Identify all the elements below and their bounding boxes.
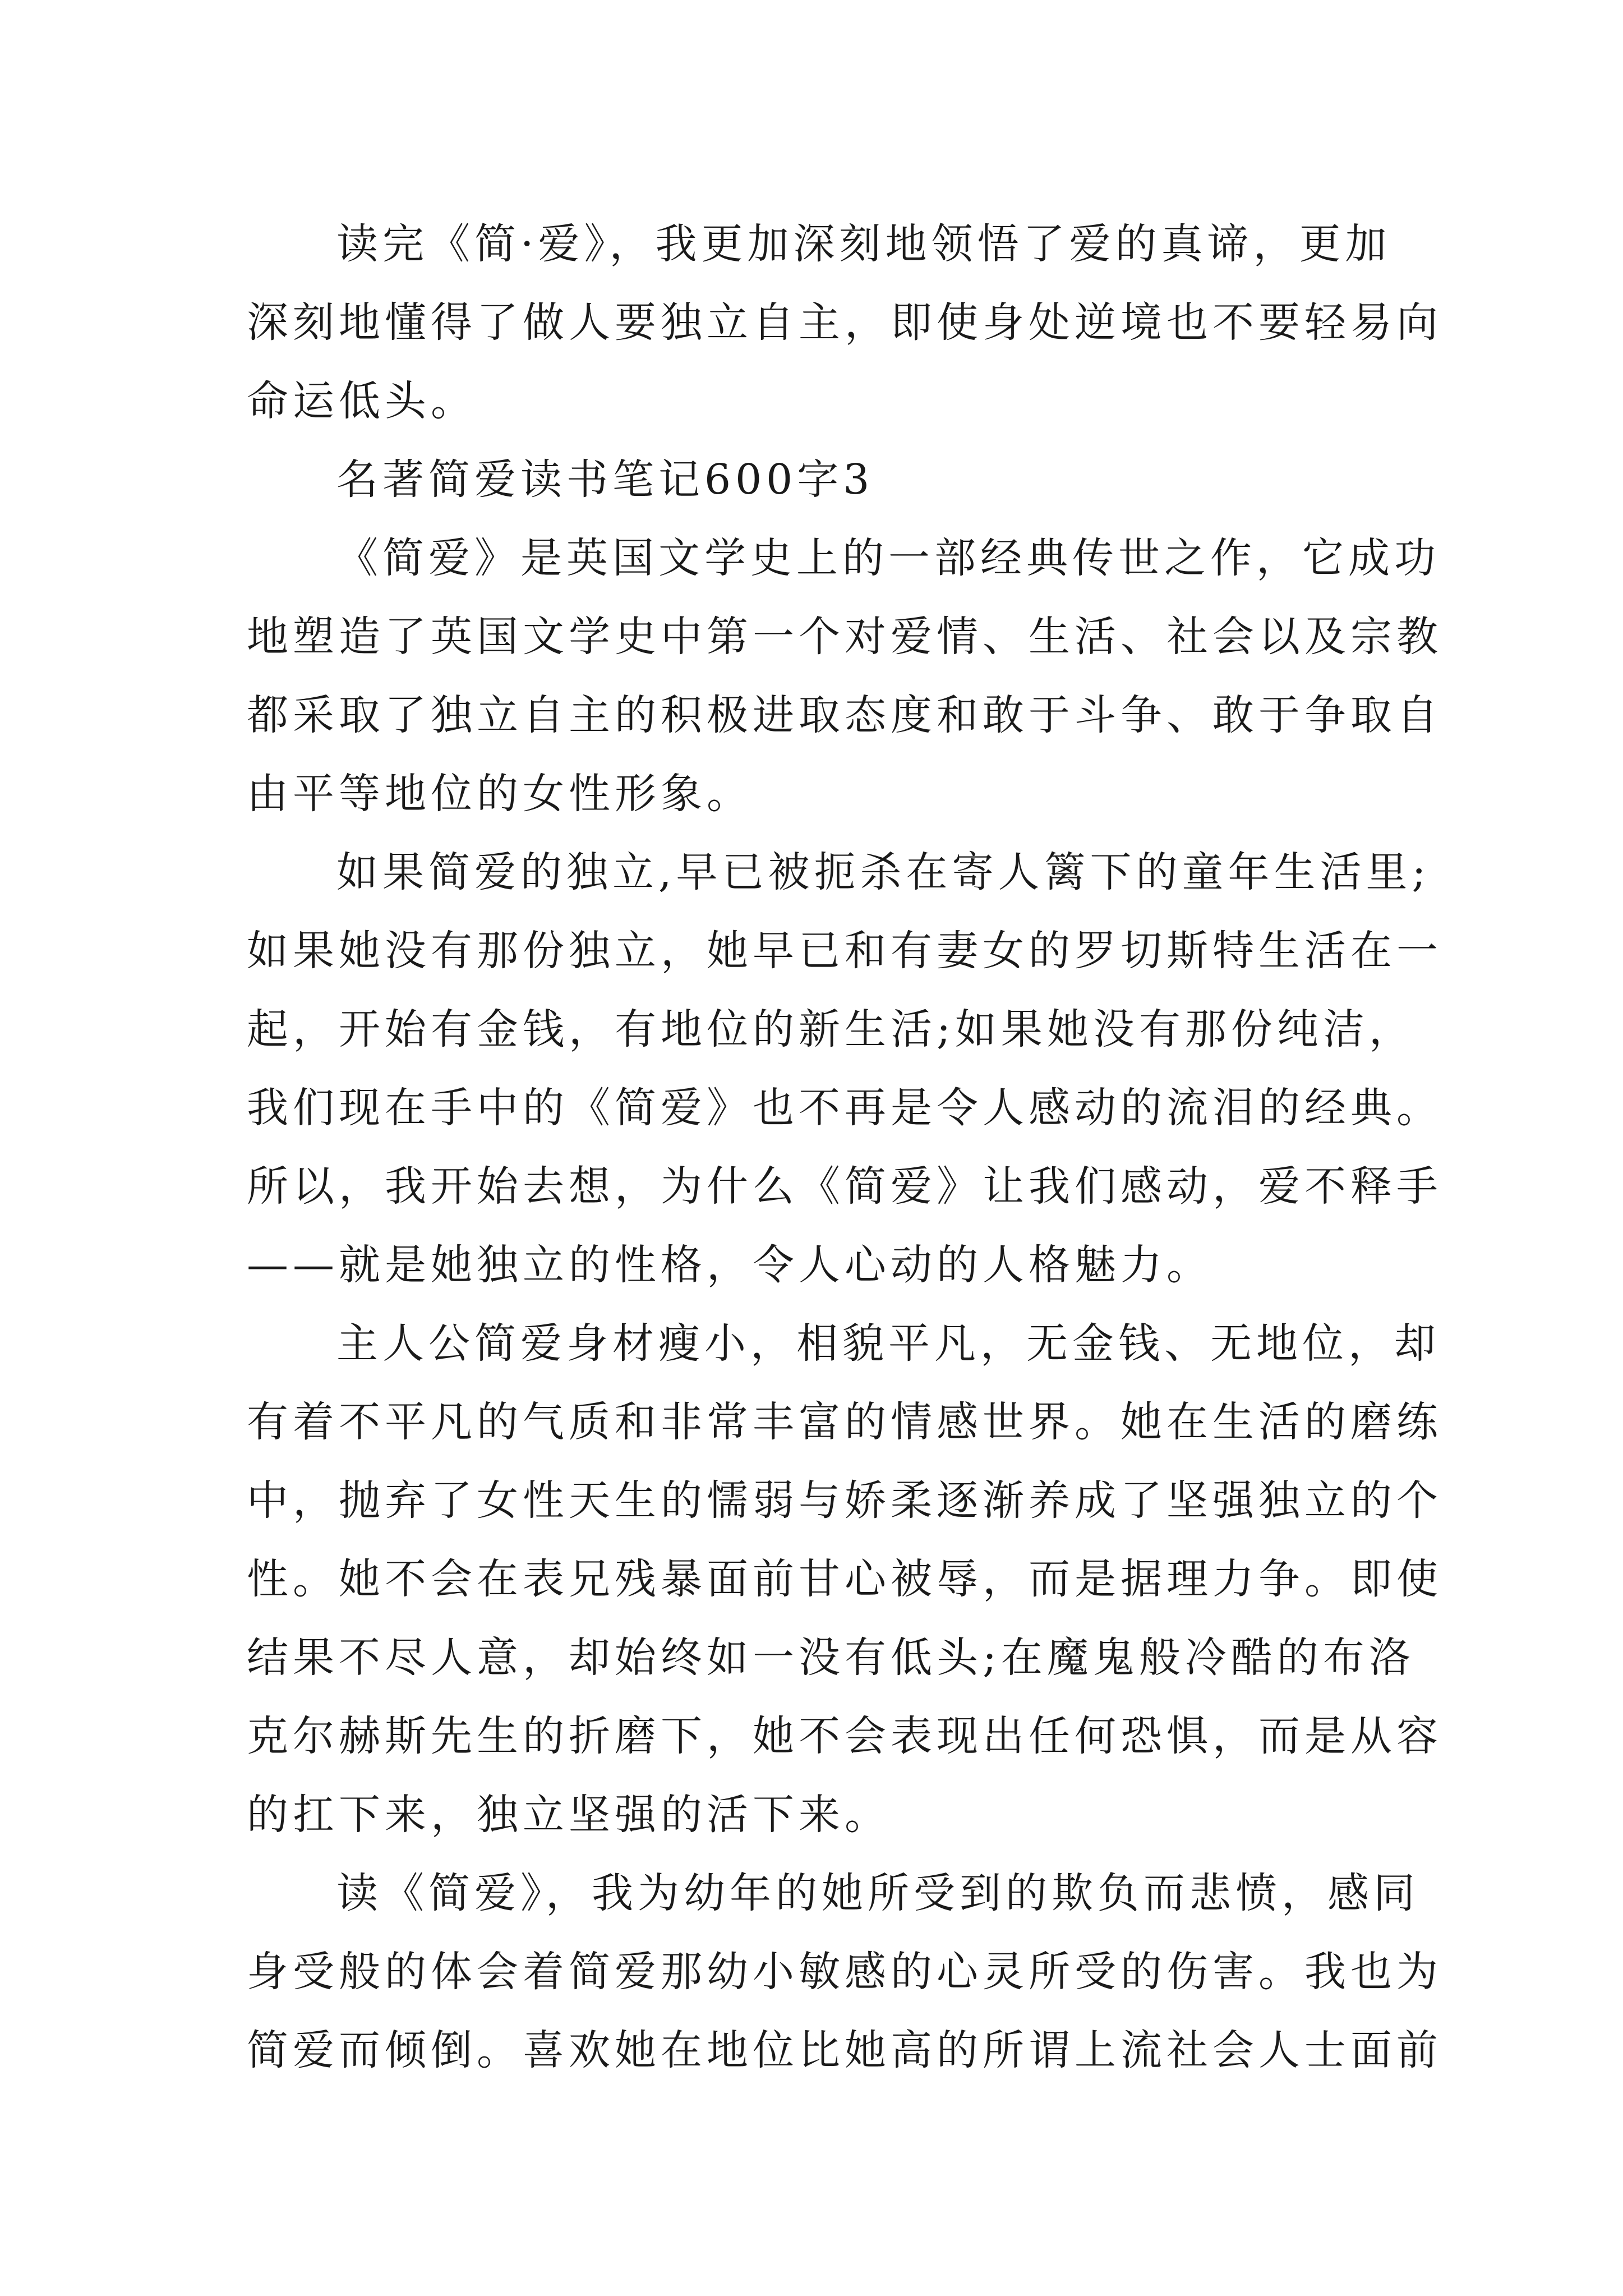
section-heading: 名著简爱读书笔记600字3: [336, 455, 874, 504]
paragraph-line: 结果不尽人意，却始终如一没有低头;在魔鬼般冷酷的布洛: [247, 1634, 1415, 1682]
paragraph-line: 读《简爱》，我为幼年的她所受到的欺负而悲愤，感同: [336, 1869, 1419, 1917]
paragraph-line: 由平等地位的女性形象。: [247, 770, 753, 818]
paragraph-line: 有着不平凡的气质和非常丰富的情感世界。她在生活的磨练: [247, 1398, 1442, 1446]
paragraph-line: 我们现在手中的《简爱》也不再是令人感动的流泪的经典。: [247, 1084, 1442, 1132]
paragraph-line: 读完《简·爱》，我更加深刻地领悟了爱的真谛，更加: [336, 220, 1391, 268]
paragraph-line: 身受般的体会着简爱那幼小敏感的心灵所受的伤害。我也为: [247, 1948, 1442, 1996]
paragraph-line: 中，抛弃了女性天生的懦弱与娇柔逐渐养成了坚强独立的个: [247, 1476, 1442, 1525]
paragraph-line: 地塑造了英国文学史中第一个对爱情、生活、社会以及宗教: [247, 613, 1442, 661]
paragraph-line: ——就是她独立的性格，令人心动的人格魅力。: [247, 1241, 1212, 1289]
paragraph-line: 都采取了独立自主的积极进取态度和敢于斗争、敢于争取自: [247, 691, 1442, 739]
paragraph-line: 如果她没有那份独立，她早已和有妻女的罗切斯特生活在一: [247, 927, 1442, 975]
paragraph-line: 的扛下来，独立坚强的活下来。: [247, 1791, 891, 1839]
paragraph-line: 如果简爱的独立,早已被扼杀在寄人篱下的童年生活里;: [336, 848, 1431, 896]
paragraph-line: 主人公简爱身材瘦小，相貌平凡，无金钱、无地位，却: [336, 1319, 1440, 1368]
paragraph-line: 命运低头。: [247, 377, 477, 425]
paragraph-line: 克尔赫斯先生的折磨下，她不会表现出任何恐惧，而是从容: [247, 1712, 1442, 1760]
paragraph-line: 所以，我开始去想，为什么《简爱》让我们感动，爱不释手: [247, 1162, 1442, 1211]
paragraph-line: 简爱而倾倒。喜欢她在地位比她高的所谓上流社会人士面前: [247, 2026, 1442, 2074]
paragraph-line: 性。她不会在表兄残暴面前甘心被辱，而是据理力争。即使: [247, 1555, 1442, 1603]
paragraph-line: 深刻地懂得了做人要独立自主，即使身处逆境也不要轻易向: [247, 298, 1442, 347]
paragraph-line: 起，开始有金钱，有地位的新生活;如果她没有那份纯洁，: [247, 1005, 1415, 1053]
paragraph-line: 《简爱》是英国文学史上的一部经典传世之作，它成功: [336, 534, 1440, 582]
